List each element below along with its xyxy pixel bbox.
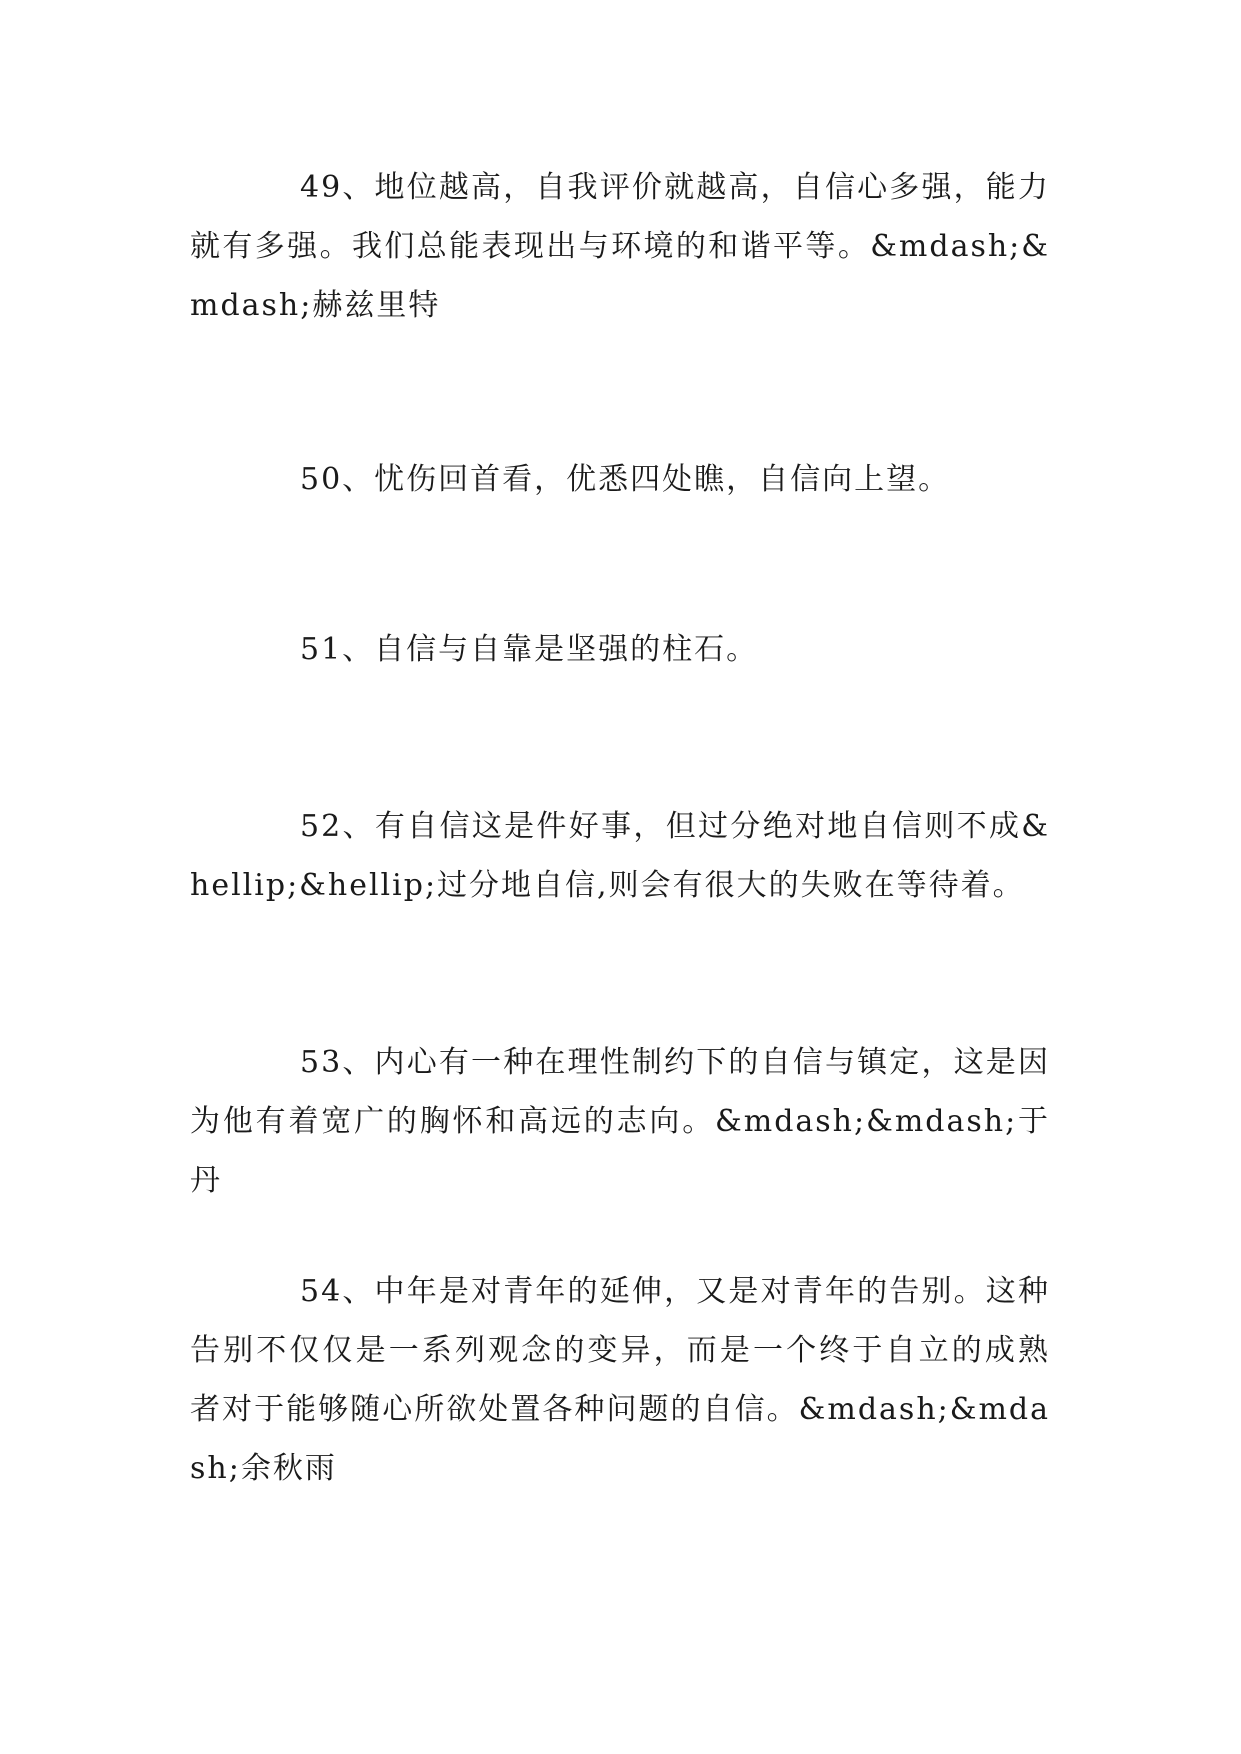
quote-paragraph-53: 53、内心有一种在理性制约下的自信与镇定，这是因为他有着宽广的胸怀和高远的志向。&mdash;&mdash;于丹 [190,1045,1050,1198]
quote-paragraph-54: 54、中年是对青年的延伸，又是对青年的告别。这种告别不仅仅是一系列观念的变异，而是一个终于自立的成熟者对于能够随心所欲处置各种问题的自信。&mdash;&mdash;余秋雨 [190,1274,1050,1486]
quote-paragraph-51: 51、自信与自靠是坚强的柱石。 [300,632,759,667]
quote-paragraph-52: 52、有自信这是件好事，但过分绝对地自信则不成&hellip;&hellip;过分地自信,则会有很大的失败在等待着。 [190,809,1050,903]
quote-paragraph-49: 49、地位越高，自我评价就越高，自信心多强，能力就有多强。我们总能表现出与环境的和谐平等。&mdash;&mdash;赫兹里特 [190,170,1050,323]
quote-paragraph-50: 50、忧伤回首看，优悉四处瞧，自信向上望。 [300,462,951,497]
